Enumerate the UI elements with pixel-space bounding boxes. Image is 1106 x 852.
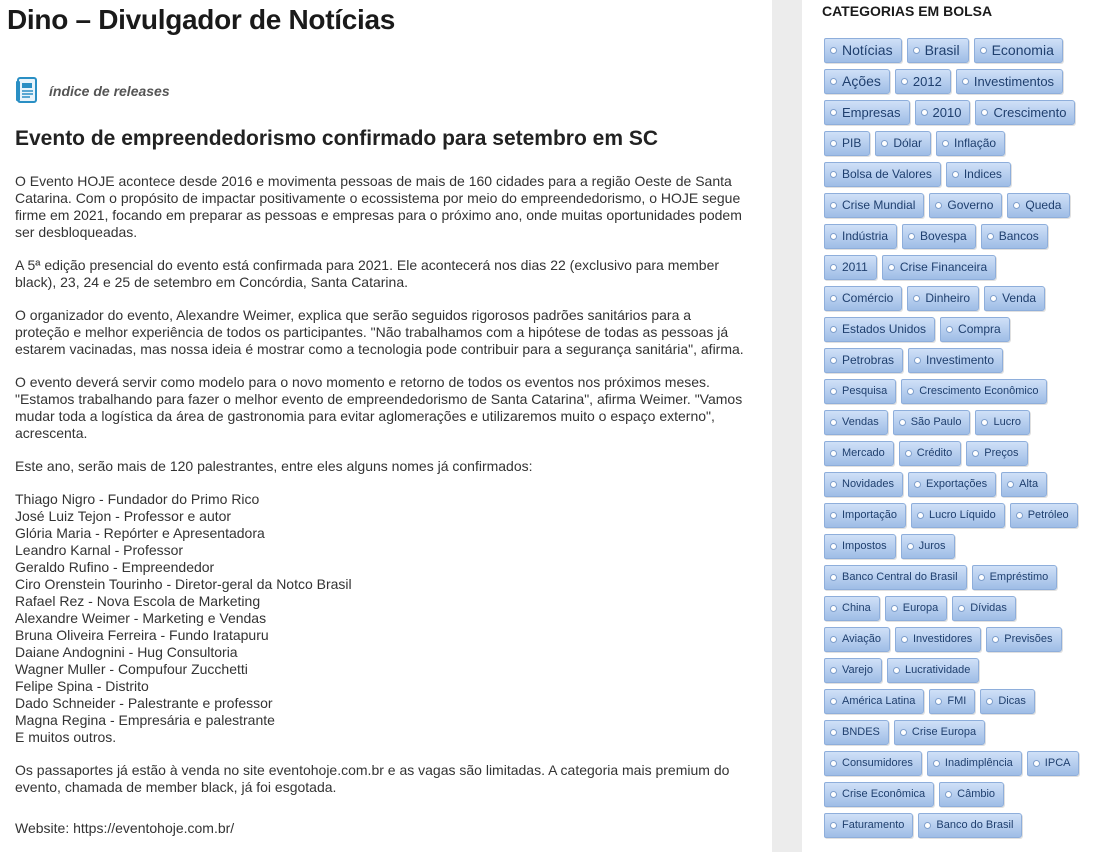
category-tag[interactable]: Preços <box>966 441 1027 466</box>
category-tag[interactable]: 2010 <box>915 100 971 125</box>
index-label[interactable]: índice de releases <box>49 83 170 99</box>
speaker-item: Rafael Rez - Nova Escola de Marketing <box>15 593 261 609</box>
category-tag[interactable]: FMI <box>929 689 975 714</box>
category-tag[interactable]: Crédito <box>899 441 961 466</box>
tag-row <box>824 813 1094 844</box>
tag-row <box>824 379 1094 410</box>
category-tag[interactable]: Governo <box>929 193 1002 218</box>
category-tag[interactable]: Crescimento <box>975 100 1075 125</box>
category-tag[interactable]: Investimento <box>908 348 1003 373</box>
category-tag[interactable]: Notícias <box>824 38 902 63</box>
category-tag[interactable]: Dicas <box>980 689 1035 714</box>
tag-row <box>824 534 1094 565</box>
category-tag[interactable]: Lucro <box>975 410 1030 435</box>
tag-row <box>824 627 1094 658</box>
category-tag[interactable]: Crise Econômica <box>824 782 934 807</box>
sidebar-title: CATEGORIAS EM BOLSA <box>822 3 993 19</box>
speaker-item: Magna Regina - Empresária e palestrante <box>15 712 275 728</box>
category-tag[interactable]: Empresas <box>824 100 910 125</box>
speaker-item: José Luiz Tejon - Professor e autor <box>15 508 232 524</box>
category-tag[interactable]: Inflação <box>936 131 1005 156</box>
category-tag[interactable]: Previsões <box>986 627 1061 652</box>
article-paragraph: Este ano, serão mais de 120 palestrantes, entre eles alguns nomes já confirmados: <box>15 458 533 474</box>
category-tag[interactable]: Ações <box>824 69 890 94</box>
tag-row <box>824 596 1094 627</box>
category-tag[interactable]: Venda <box>984 286 1045 311</box>
category-tag[interactable]: China <box>824 596 880 621</box>
speaker-item: Geraldo Rufino - Empreendedor <box>15 559 215 575</box>
tag-row <box>824 286 1094 317</box>
category-tag[interactable]: Dólar <box>875 131 931 156</box>
category-tag[interactable]: Queda <box>1007 193 1070 218</box>
column-gutter <box>772 0 802 852</box>
article-website[interactable]: Website: https://eventohoje.com.br/ <box>15 820 235 836</box>
tag-row <box>824 503 1094 534</box>
category-tag[interactable]: Europa <box>885 596 947 621</box>
category-tag[interactable]: Crise Mundial <box>824 193 924 218</box>
tag-row <box>824 224 1094 255</box>
tag-row <box>824 751 1094 782</box>
category-tag[interactable]: Bovespa <box>902 224 976 249</box>
category-tag[interactable]: Crise Financeira <box>882 255 996 280</box>
tag-row <box>824 658 1094 689</box>
category-tag[interactable]: Brasil <box>907 38 969 63</box>
category-tag[interactable]: Mercado <box>824 441 894 466</box>
article-body <box>15 173 745 837</box>
speaker-item: Dado Schneider - Palestrante e professor <box>15 695 273 711</box>
tag-row <box>824 131 1094 162</box>
speaker-item: Bruna Oliveira Ferreira - Fundo Iratapuru <box>15 627 269 643</box>
category-tag[interactable]: Petrobras <box>824 348 903 373</box>
category-tag[interactable]: Crise Europa <box>894 720 985 745</box>
speaker-item: E muitos outros. <box>15 729 117 745</box>
category-tag[interactable]: Varejo <box>824 658 882 683</box>
category-tag[interactable]: Economia <box>974 38 1063 63</box>
category-tag[interactable]: 2011 <box>824 255 877 280</box>
index-of-releases-link[interactable] <box>15 76 170 106</box>
category-tag[interactable]: Lucratividade <box>887 658 979 683</box>
tag-row <box>824 410 1094 441</box>
category-tag[interactable]: Vendas <box>824 410 888 435</box>
speaker-item: Daiane Andognini - Hug Consultoria <box>15 644 238 660</box>
category-tag[interactable]: Faturamento <box>824 813 913 838</box>
category-tag[interactable]: Lucro Líquido <box>911 503 1005 528</box>
category-tag[interactable]: Impostos <box>824 534 896 559</box>
category-tag[interactable]: Banco do Brasil <box>918 813 1022 838</box>
article-paragraph: O Evento HOJE acontece desde 2016 e movimenta pessoas de mais de 160 cidades para a região Oeste de Santa Catarina. Com o propósito de impactar positivamente o ecossistema por meio do empreendedorismo, o HOJE segue firme em 2021, focando em preparar as pessoas e empresas para o próximo ano, onde muitas oportunidades podem ser desbloqueadas. <box>15 173 742 240</box>
category-tag[interactable]: Juros <box>901 534 955 559</box>
article-paragraph: A 5ª edição presencial do evento está confirmada para 2021. Ele acontecerá nos dias 22 (exclusivo para member black), 23, 24 e 25 de setembro em Concórdia, Santa Catarina. <box>15 257 720 290</box>
tag-row <box>824 162 1094 193</box>
category-tag[interactable]: Estados Unidos <box>824 317 935 342</box>
tag-row <box>824 689 1094 720</box>
speaker-item: Wagner Muller - Compufour Zucchetti <box>15 661 248 677</box>
article-paragraph: O evento deverá servir como modelo para o novo momento e retorno de todos os eventos nos próximos meses. "Estamos trabalhando para fazer o melhor evento de empreendedorismo de Santa Catarina", afirma Weimer. "Vamos mudar toda a logística da área de gastronomia para evitar aglomerações e utilizaremos muito o espaço externo", acrescenta. <box>15 374 743 441</box>
article-closing: Os passaportes já estão à venda no site eventohoje.com.br e as vagas são limitadas. A categoria mais premium do evento, chamada de member black, já foi esgotada. <box>15 762 730 795</box>
category-tag[interactable]: Consumidores <box>824 751 922 776</box>
category-tag[interactable]: Alta <box>1001 472 1047 497</box>
category-tag[interactable]: PIB <box>824 131 870 156</box>
category-tag[interactable]: BNDES <box>824 720 889 745</box>
tag-row <box>824 100 1094 131</box>
category-tag[interactable]: Compra <box>940 317 1010 342</box>
category-tag[interactable]: Banco Central do Brasil <box>824 565 967 590</box>
tag-row <box>824 565 1094 596</box>
speaker-item: Thiago Nigro - Fundador do Primo Rico <box>15 491 260 507</box>
category-tag[interactable]: Importação <box>824 503 906 528</box>
tag-row <box>824 472 1094 503</box>
tag-row <box>824 69 1094 100</box>
sidebar <box>802 0 1106 852</box>
category-tag[interactable]: Dinheiro <box>907 286 979 311</box>
category-tag[interactable]: Investidores <box>895 627 981 652</box>
tag-row <box>824 317 1094 348</box>
category-tag[interactable]: Investimentos <box>956 69 1063 94</box>
category-tag[interactable]: IPCA <box>1027 751 1080 776</box>
page-title[interactable]: Dino – Divulgador de Notícias <box>7 4 396 35</box>
category-tag[interactable]: Crescimento Econômico <box>901 379 1047 404</box>
article-paragraph: O organizador do evento, Alexandre Weimer, explica que serão seguidos rigorosos padrões sanitários para a proteção e melhor experiência de todos os participantes. "Não trabalhamos com a hipótese de todas as pessoas já estarem vacinadas, mas nossa ideia é mostrar como a tecnologia pode contribuir para a segurança sanitária", afirma. <box>15 307 744 357</box>
tag-row <box>824 38 1094 69</box>
category-tag[interactable]: Bancos <box>981 224 1048 249</box>
category-tag[interactable]: Inadimplência <box>927 751 1022 776</box>
category-tag[interactable]: Exportações <box>908 472 996 497</box>
tag-row <box>824 720 1094 751</box>
category-tag[interactable]: Novidades <box>824 472 903 497</box>
category-tag[interactable]: Câmbio <box>939 782 1004 807</box>
category-tag[interactable]: São Paulo <box>893 410 971 435</box>
tag-row <box>824 441 1094 472</box>
speakers-list <box>15 491 745 746</box>
category-tag[interactable]: Pesquisa <box>824 379 896 404</box>
category-tag[interactable]: Dívidas <box>952 596 1016 621</box>
speaker-item: Alexandre Weimer - Marketing e Vendas <box>15 610 267 626</box>
speaker-item: Glória Maria - Repórter e Apresentadora <box>15 525 265 541</box>
tag-row <box>824 255 1094 286</box>
article-title: Evento de empreendedorismo confirmado para setembro em SC <box>15 127 659 150</box>
tag-row <box>824 193 1094 224</box>
document-icon <box>15 77 39 105</box>
category-tag[interactable]: Aviação <box>824 627 890 652</box>
category-tag[interactable]: Indices <box>946 162 1011 187</box>
category-tag[interactable]: 2012 <box>895 69 951 94</box>
tag-row <box>824 348 1094 379</box>
category-tag[interactable]: Bolsa de Valores <box>824 162 941 187</box>
speaker-item: Ciro Orenstein Tourinho - Diretor-geral da Notco Brasil <box>15 576 352 592</box>
category-tag[interactable]: América Latina <box>824 689 924 714</box>
speaker-item: Felipe Spina - Distrito <box>15 678 149 694</box>
category-tag[interactable]: Petróleo <box>1010 503 1078 528</box>
speaker-item: Leandro Karnal - Professor <box>15 542 184 558</box>
tag-row <box>824 782 1094 813</box>
category-tag[interactable]: Indústria <box>824 224 897 249</box>
category-tag[interactable]: Comércio <box>824 286 902 311</box>
category-tag[interactable]: Empréstimo <box>972 565 1058 590</box>
tag-cloud <box>824 38 1094 844</box>
